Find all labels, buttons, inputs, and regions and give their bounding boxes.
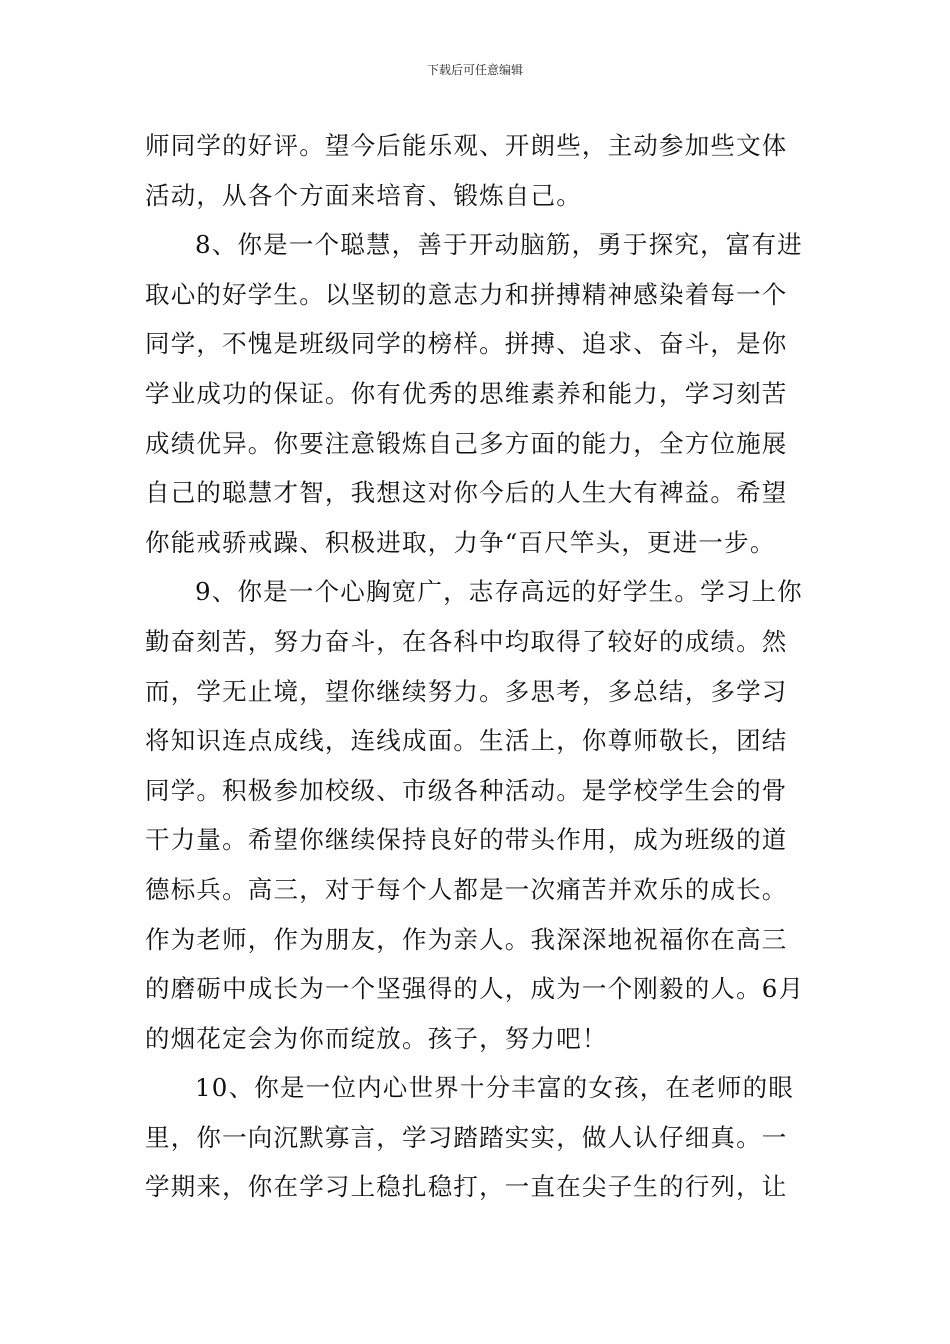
text-line: 的磨砺中成长为一个坚强得的人，成为一个刚毅的人。6月	[145, 974, 805, 1004]
text-line: 干力量。希望你继续保持良好的带头作用，成为班级的道	[145, 825, 788, 855]
paragraph-start-line: 9、你是一个心胸宽广，志存高远的好学生。学习上你	[195, 577, 803, 607]
text-line: 将知识连点成线，连线成面。生活上，你尊师敬长，团结	[145, 726, 788, 756]
text-line: 勤奋刻苦，努力奋斗，在各科中均取得了较好的成绩。然	[145, 626, 788, 656]
text-line: 自己的聪慧才智，我想这对你今后的人生大有裨益。希望	[145, 478, 788, 508]
text-line: 师同学的好评。望今后能乐观、开朗些，主动参加些文体	[145, 131, 788, 160]
text-line: 的烟花定会为你而绽放。孩子，努力吧！	[145, 1023, 608, 1053]
text-line: 成绩优异。你要注意锻炼自己多方面的能力，全方位施展	[145, 428, 788, 458]
text-line: 你能戒骄戒躁、积极进取，力争“百尺竿头，更进一步。	[145, 527, 776, 557]
text-line: 作为老师，作为朋友，作为亲人。我深深地祝福你在高三	[145, 924, 788, 954]
text-line: 学业成功的保证。你有优秀的思维素养和能力，学习刻苦	[145, 378, 788, 408]
text-line: 德标兵。高三，对于每个人都是一次痛苦并欢乐的成长。	[145, 874, 788, 904]
document-body	[145, 121, 807, 1212]
paragraph-start-line: 8、你是一个聪慧，善于开动脑筋，勇于探究，富有进	[195, 230, 803, 260]
text-line: 活动，从各个方面来培育、锻炼自己。	[145, 180, 582, 210]
page-header-note: 下载后可任意编辑	[426, 63, 523, 77]
text-line: 里，你一向沉默寡言，学习踏踏实实，做人认仔细真。一	[145, 1122, 788, 1152]
text-line: 而，学无止境，望你继续努力。多思考，多总结，多学习	[145, 676, 788, 706]
text-line: 学期来，你在学习上稳扎稳打，一直在尖子生的行列，让	[145, 1172, 788, 1202]
text-line: 同学，不愧是班级同学的榜样。拼搏、追求、奋斗，是你	[145, 329, 788, 359]
text-line: 同学。积极参加校级、市级各种活动。是学校学生会的骨	[145, 775, 788, 805]
paragraph-start-line: 10、你是一位内心世界十分丰富的女孩，在老师的眼	[195, 1073, 794, 1103]
text-line: 取心的好学生。以坚韧的意志力和拼搏精神感染着每一个	[145, 279, 788, 309]
